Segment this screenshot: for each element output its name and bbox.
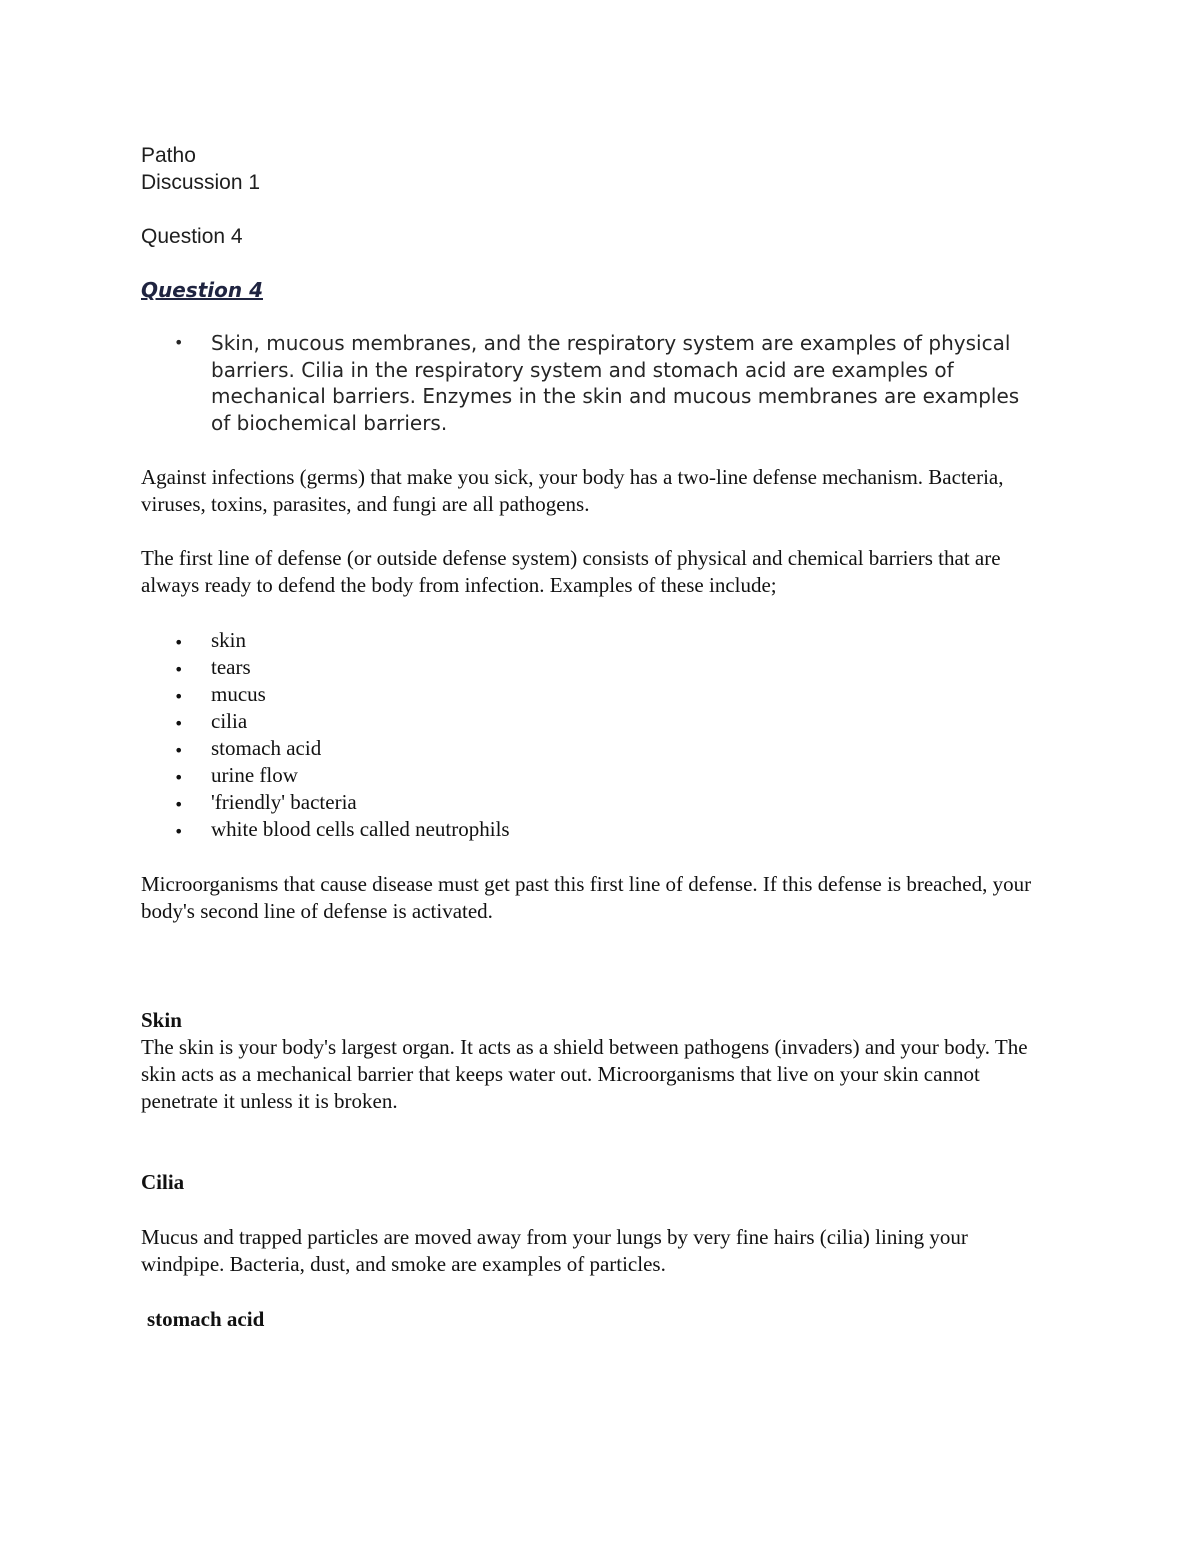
defense-list-item-text: 'friendly' bacteria: [211, 790, 357, 814]
list-item: [141, 762, 1041, 789]
list-item: [141, 816, 1041, 843]
question-label: Question 4: [141, 225, 243, 248]
bullet-icon: •: [174, 795, 184, 814]
bullet-icon: •: [174, 714, 184, 733]
bullet-icon: •: [174, 333, 184, 352]
defense-list-item-text: mucus: [211, 682, 266, 706]
bullet-icon: •: [174, 633, 184, 652]
skin-heading: Skin: [141, 1008, 182, 1032]
doc-subtitle: Discussion 1: [141, 171, 261, 194]
cilia-text: Mucus and trapped particles are moved away from your lungs by very fine hairs (cilia) lining your windpipe. Bacteria, dust, and smoke are examples of particles.: [141, 1225, 968, 1276]
defense-list-item-text: stomach acid: [211, 736, 322, 760]
bullet-icon: •: [174, 687, 184, 706]
list-item: [141, 681, 1041, 708]
defense-list-item-text: white blood cells called neutrophils: [211, 817, 510, 841]
bullet-icon: •: [174, 822, 184, 841]
bullet-icon: •: [174, 741, 184, 760]
stomach-acid-heading: stomach acid: [147, 1307, 265, 1331]
bullet-icon: •: [174, 768, 184, 787]
answer-bullet-text: Skin, mucous membranes, and the respiratory system are examples of physical barriers. Cilia in the respiratory system and stomach acid are examples of mechanical barriers. Enzymes in the skin and mucous membranes are examples of biochemical barriers.: [211, 331, 1020, 435]
doc-title: Patho: [141, 144, 196, 167]
skin-text: The skin is your body's largest organ. It acts as a shield between pathogens (invaders) and your body. The skin acts as a mechanical barrier that keeps water out. Microorganisms that live on your skin cannot penetrate it unless it is broken.: [141, 1035, 1028, 1113]
defense-list-item-text: cilia: [211, 709, 248, 733]
answer-bullet-list: [141, 330, 1031, 436]
list-item: [141, 789, 1041, 816]
defense-list-item-text: skin: [211, 628, 247, 652]
defense-list-item-text: tears: [211, 655, 251, 679]
list-item: [141, 708, 1041, 735]
intro-paragraph: Against infections (germs) that make you sick, your body has a two-line defense mechanism. Bacteria, viruses, toxins, parasites, and fungi are all pathogens.: [141, 465, 1004, 516]
defense-list-item-text: urine flow: [211, 763, 298, 787]
question-heading: Question 4: [141, 278, 263, 302]
defense-list: [141, 627, 1041, 843]
bullet-icon: •: [174, 660, 184, 679]
first-line-paragraph: The first line of defense (or outside defense system) consists of physical and chemical barriers that are always ready to defend the body from infection. Examples of these include;: [141, 546, 1001, 597]
list-item: [141, 735, 1041, 762]
list-item: [141, 627, 1041, 654]
breach-paragraph: Microorganisms that cause disease must get past this first line of defense. If this defense is breached, your body's second line of defense is activated.: [141, 872, 1032, 923]
list-item: [141, 654, 1041, 681]
list-item: [141, 330, 1031, 436]
cilia-heading: Cilia: [141, 1170, 185, 1194]
